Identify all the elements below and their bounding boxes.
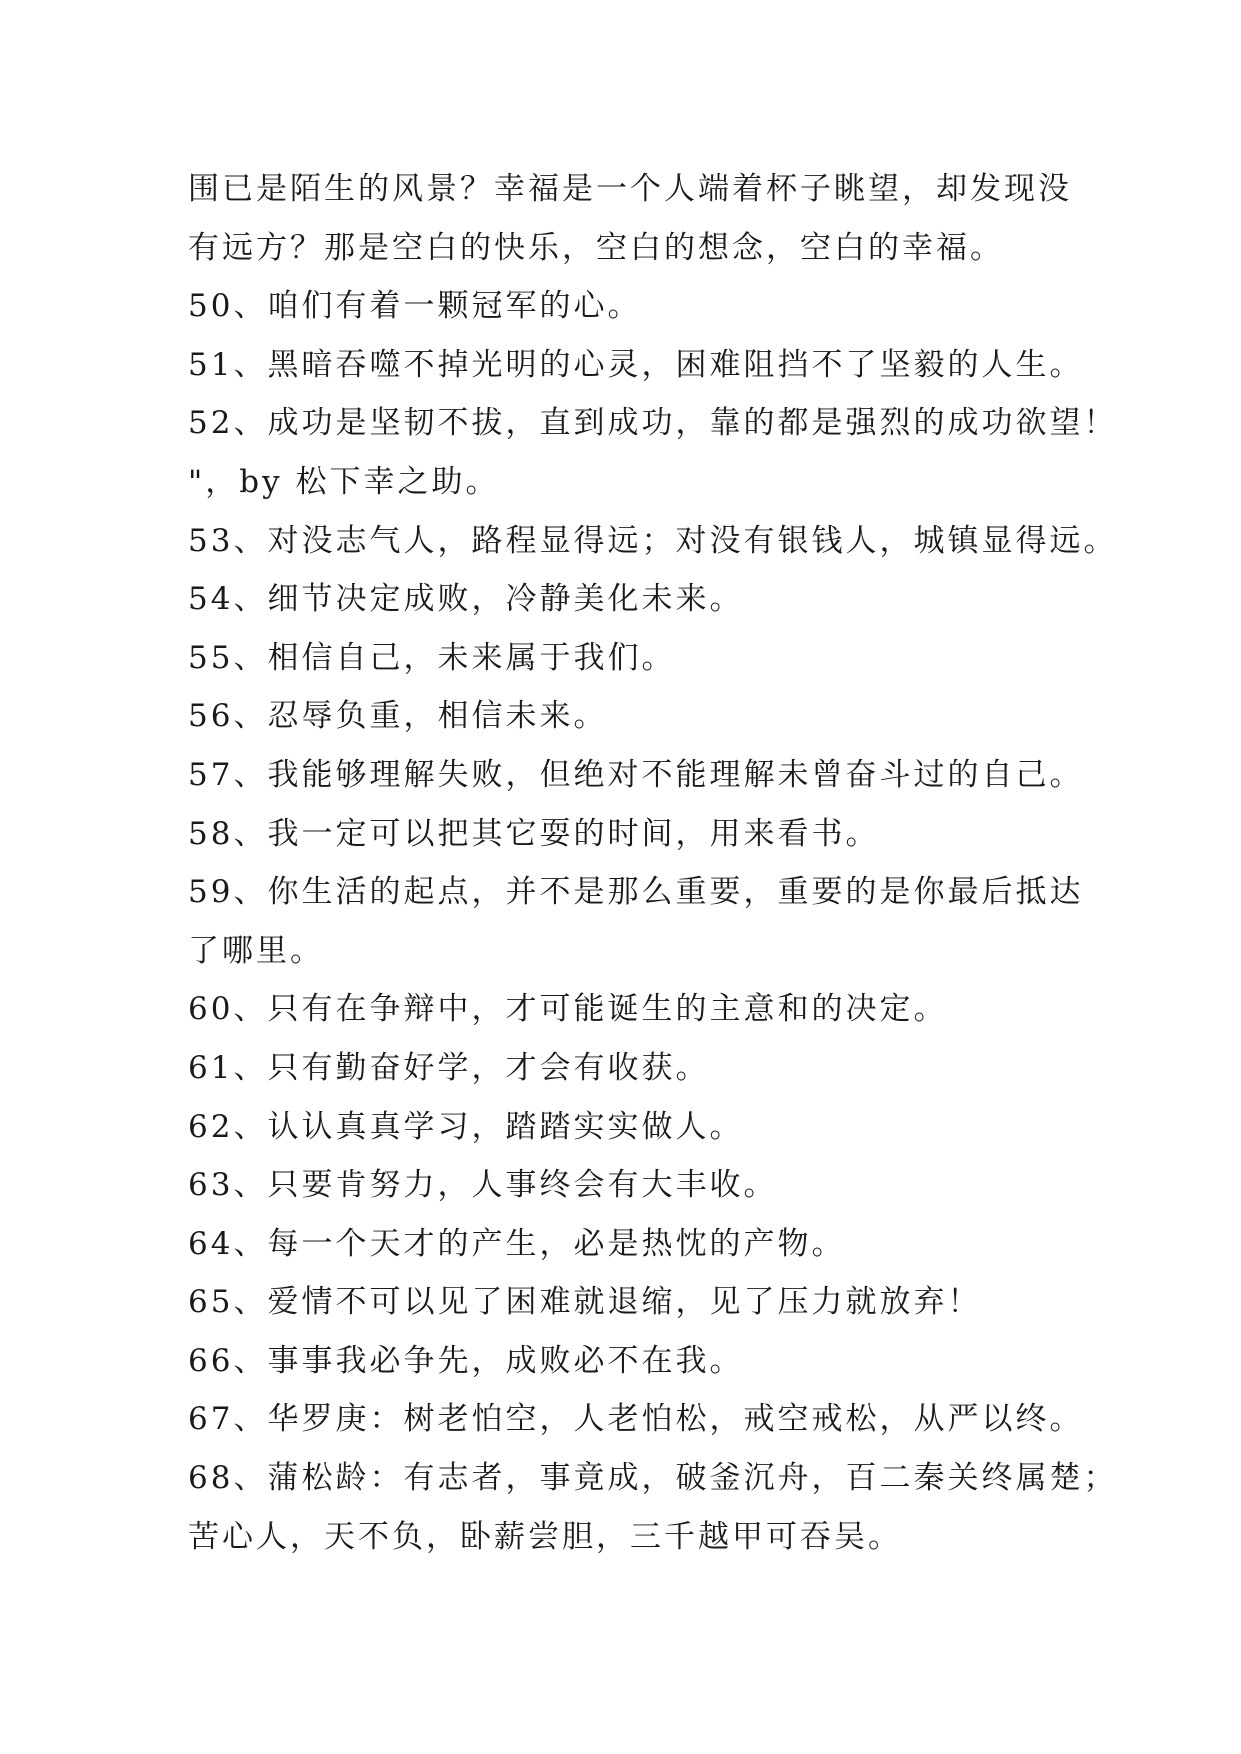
text-line: 围已是陌生的风景？幸福是一个人端着杯子眺望，却发现没 [188,171,1072,207]
text-line: 了哪里。 [188,932,324,969]
text-line: "，by 松下幸之助。 [188,463,500,500]
text-line: 66、事事我必争先，成败必不在我。 [188,1342,744,1379]
text-line: 67、华罗庚：树老怕空，人老怕松，戒空戒松，从严以终。 [188,1401,1084,1438]
text-line: 68、蒲松龄：有志者，事竟成，破釜沉舟，百二秦关终属楚； [188,1460,1118,1497]
text-line: 56、忍辱负重，相信未来。 [188,698,608,735]
text-line: 53、对没志气人，路程显得远；对没有银钱人，城镇显得远。 [188,522,1118,559]
text-line: 51、黑暗吞噬不掉光明的心灵，困难阻挡不了坚毅的人生。 [188,346,1084,383]
text-line: 50、咱们有着一颗冠军的心。 [188,288,642,325]
text-line: 63、只要肯努力，人事终会有大丰收。 [188,1167,778,1204]
text-line: 52、成功是坚韧不拔，直到成功，靠的都是强烈的成功欲望！ [188,405,1118,442]
text-line: 55、相信自己，未来属于我们。 [188,639,676,676]
text-line: 57、我能够理解失败，但绝对不能理解未曾奋斗过的自己。 [188,756,1084,793]
text-line: 61、只有勤奋好学，才会有收获。 [188,1049,710,1086]
text-line: 60、只有在争辩中，才可能诞生的主意和的决定。 [188,991,948,1028]
text-line: 59、你生活的起点，并不是那么重要，重要的是你最后抵达 [188,874,1084,911]
text-line: 62、认认真真学习，踏踏实实做人。 [188,1108,744,1145]
text-line: 65、爱情不可以见了困难就退缩，见了压力就放弃！ [188,1284,982,1321]
text-line: 58、我一定可以把其它耍的时间，用来看书。 [188,815,880,852]
document-body [188,160,1118,1566]
text-line: 有远方？那是空白的快乐，空白的想念，空白的幸福。 [188,229,1004,266]
text-line: 64、每一个天才的产生，必是热忱的产物。 [188,1225,846,1262]
text-line: 苦心人，天不负，卧薪尝胆，三千越甲可吞吴。 [188,1518,902,1555]
text-line: 54、细节决定成败，冷静美化未来。 [188,581,744,618]
